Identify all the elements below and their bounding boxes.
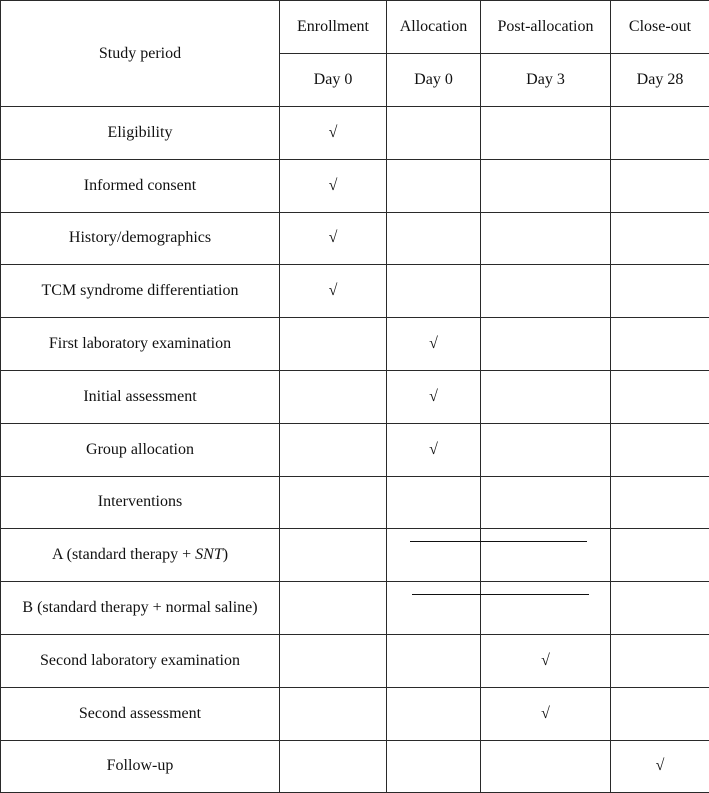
- row-label: Second assessment: [1, 687, 280, 740]
- cell-post-allocation: [481, 634, 611, 687]
- cell-enrollment: [280, 212, 387, 265]
- intervention-duration-bar: [410, 541, 587, 542]
- check-mark-icon: √: [429, 335, 438, 352]
- phase-allocation-header: Allocation: [387, 1, 481, 54]
- cell-close-out: [611, 687, 709, 740]
- schedule-body: [1, 107, 709, 793]
- check-mark-icon: √: [429, 388, 438, 405]
- cell-allocation: [387, 529, 481, 582]
- cell-close-out: [611, 159, 709, 212]
- cell-post-allocation: [481, 740, 611, 793]
- check-mark-icon: √: [656, 757, 665, 774]
- cell-close-out: [611, 265, 709, 318]
- table-row: [1, 423, 709, 476]
- row-label-italic: SNT: [195, 546, 223, 563]
- check-mark-icon: √: [541, 652, 550, 669]
- table-row: [1, 318, 709, 371]
- cell-enrollment: [280, 107, 387, 160]
- row-label: Group allocation: [1, 423, 280, 476]
- cell-post-allocation: [481, 582, 611, 635]
- cell-enrollment: [280, 582, 387, 635]
- row-label: [1, 529, 280, 582]
- cell-enrollment: [280, 634, 387, 687]
- cell-enrollment: [280, 529, 387, 582]
- day-post-allocation: Day 3: [481, 54, 611, 107]
- table-row: [1, 370, 709, 423]
- row-label: TCM syndrome differentiation: [1, 265, 280, 318]
- phase-post-allocation-header: Post-allocation: [481, 1, 611, 54]
- row-label: History/demographics: [1, 212, 280, 265]
- check-mark-icon: √: [541, 705, 550, 722]
- check-mark-icon: √: [329, 229, 338, 246]
- cell-close-out: [611, 423, 709, 476]
- row-label: B (standard therapy + normal saline): [1, 582, 280, 635]
- cell-enrollment: [280, 159, 387, 212]
- cell-close-out: [611, 476, 709, 529]
- row-label: Informed consent: [1, 159, 280, 212]
- cell-close-out: [611, 529, 709, 582]
- cell-allocation: [387, 423, 481, 476]
- cell-allocation: [387, 212, 481, 265]
- cell-close-out: [611, 318, 709, 371]
- table-row: [1, 740, 709, 793]
- check-mark-icon: √: [329, 282, 338, 299]
- table-row: [1, 265, 709, 318]
- table-row: [1, 476, 709, 529]
- cell-allocation: [387, 370, 481, 423]
- cell-post-allocation: [481, 265, 611, 318]
- cell-close-out: [611, 370, 709, 423]
- cell-allocation: [387, 687, 481, 740]
- cell-allocation: [387, 634, 481, 687]
- cell-post-allocation: [481, 318, 611, 371]
- row-label-prefix: A (standard therapy +: [52, 546, 195, 563]
- table-row: [1, 159, 709, 212]
- cell-allocation: [387, 476, 481, 529]
- cell-enrollment: [280, 740, 387, 793]
- table-row: [1, 634, 709, 687]
- cell-allocation: [387, 159, 481, 212]
- row-label-suffix: ): [223, 546, 228, 563]
- cell-post-allocation: [481, 107, 611, 160]
- cell-post-allocation: [481, 529, 611, 582]
- cell-enrollment: [280, 265, 387, 318]
- table-row: [1, 687, 709, 740]
- table-row: [1, 582, 709, 635]
- table-row: [1, 529, 709, 582]
- intervention-duration-bar: [412, 594, 589, 595]
- table-row: [1, 107, 709, 160]
- cell-enrollment: [280, 687, 387, 740]
- row-label: Interventions: [1, 476, 280, 529]
- cell-allocation: [387, 318, 481, 371]
- cell-close-out: [611, 740, 709, 793]
- cell-close-out: [611, 107, 709, 160]
- cell-allocation: [387, 582, 481, 635]
- study-period-header: Study period: [1, 1, 280, 107]
- phase-close-out-header: Close-out: [611, 1, 709, 54]
- row-label: Eligibility: [1, 107, 280, 160]
- day-enrollment: Day 0: [280, 54, 387, 107]
- row-label: First laboratory examination: [1, 318, 280, 371]
- cell-allocation: [387, 265, 481, 318]
- cell-enrollment: [280, 423, 387, 476]
- cell-post-allocation: [481, 476, 611, 529]
- cell-post-allocation: [481, 423, 611, 476]
- header-row-phases: [1, 1, 709, 54]
- cell-enrollment: [280, 476, 387, 529]
- phase-enrollment-header: Enrollment: [280, 1, 387, 54]
- cell-allocation: [387, 107, 481, 160]
- table-row: [1, 212, 709, 265]
- cell-close-out: [611, 212, 709, 265]
- row-label: Initial assessment: [1, 370, 280, 423]
- check-mark-icon: √: [429, 441, 438, 458]
- cell-close-out: [611, 634, 709, 687]
- cell-enrollment: [280, 370, 387, 423]
- day-allocation: Day 0: [387, 54, 481, 107]
- cell-close-out: [611, 582, 709, 635]
- cell-post-allocation: [481, 212, 611, 265]
- check-mark-icon: √: [329, 177, 338, 194]
- cell-enrollment: [280, 318, 387, 371]
- day-close-out: Day 28: [611, 54, 709, 107]
- check-mark-icon: √: [329, 124, 338, 141]
- cell-allocation: [387, 740, 481, 793]
- row-label: Follow-up: [1, 740, 280, 793]
- cell-post-allocation: [481, 687, 611, 740]
- cell-post-allocation: [481, 159, 611, 212]
- row-label: Second laboratory examination: [1, 634, 280, 687]
- cell-post-allocation: [481, 370, 611, 423]
